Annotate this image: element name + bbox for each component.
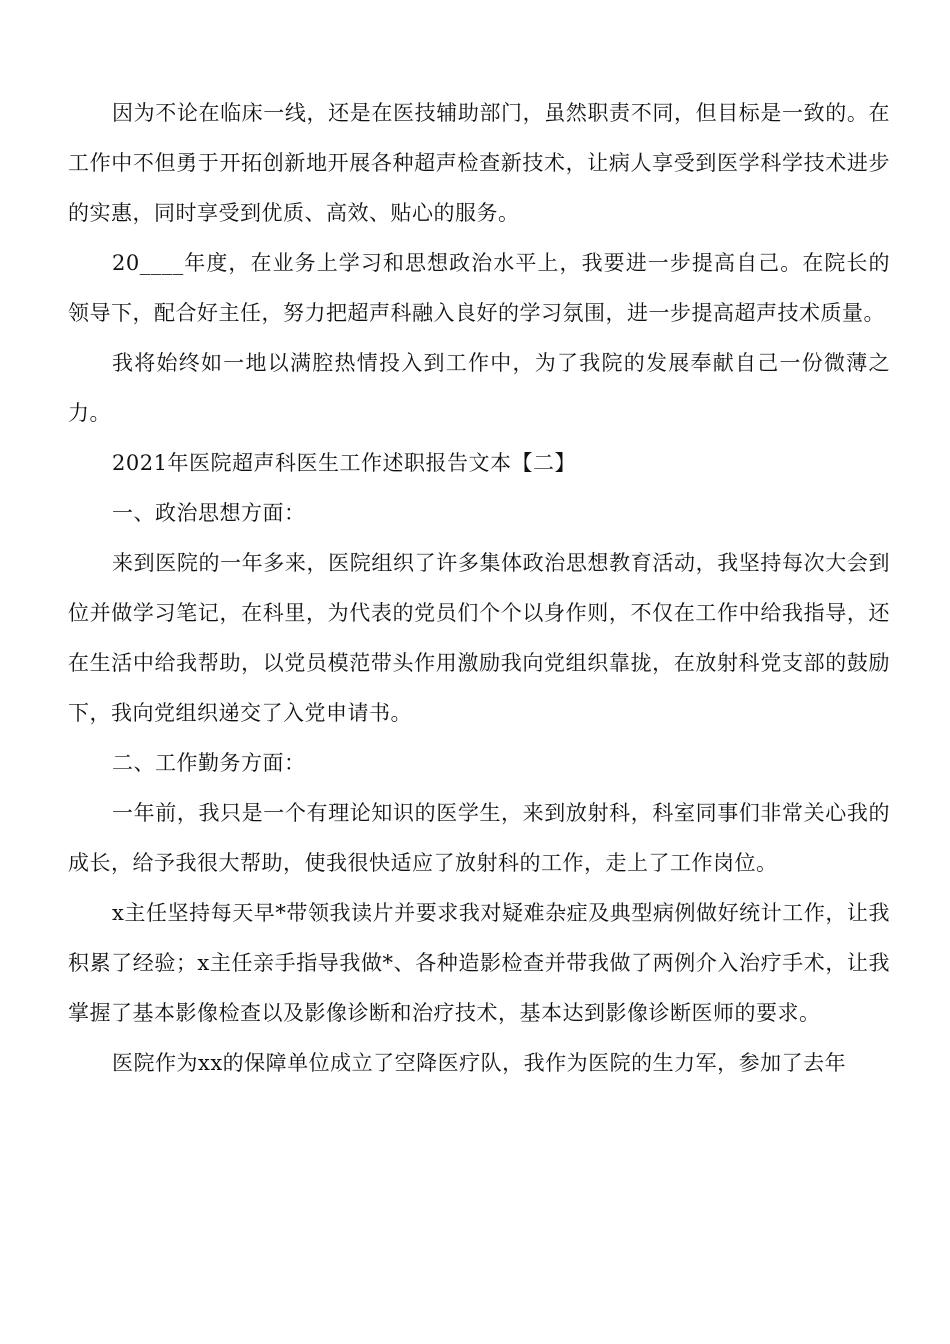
paragraph-1: 因为不论在临床一线，还是在医技辅助部门，虽然职责不同，但目标是一致的。在工作中不但勇于开拓创新地开展各种超声检查新技术，让病人享受到医学科学技术进步的实惠，同时享受到优质、高效、贴心的服务。: [68, 101, 890, 225]
subheading-political: 一、政治思想方面：: [112, 501, 306, 525]
paragraph-work-1: 一年前，我只是一个有理论知识的医学生，来到放射科，科室同事们非常关心我的成长，给予我很大帮助，使我很快适应了放射科的工作，走上了工作岗位。: [68, 801, 890, 875]
paragraph-political: 来到医院的一年多来，医院组织了许多集体政治思想教育活动，我坚持每次大会到位并做学习笔记，在科里，为代表的党员们个个以身作则，不仅在工作中给我指导，还在生活中给我帮助，以党员模范带头作用激励我向党组织靠拢，在放射科党支部的鼓励下，我向党组织递交了入党申请书。: [68, 551, 890, 725]
document-page: [68, 88, 890, 1088]
paragraph-work-3: 医院作为xx的保障单位成立了空降医疗队，我作为医院的生力军，参加了去年: [112, 1051, 847, 1075]
section-heading: 2021年医院超声科医生工作述职报告文本【二】: [112, 451, 576, 475]
subheading-work: 二、工作勤务方面：: [112, 751, 306, 775]
paragraph-work-2: x主任坚持每天早*带领我读片并要求我对疑难杂症及典型病例做好统计工作，让我积累了经验；x主任亲手指导我做*、各种造影检查并带我做了两例介入治疗手术，让我掌握了基本影像检查以及影像诊断和治疗技术，基本达到影像诊断医师的要求。: [68, 901, 890, 1025]
paragraph-3: 我将始终如一地以满腔热情投入到工作中，为了我院的发展奉献自己一份微薄之力。: [68, 351, 890, 425]
paragraph-2: 20____年度，在业务上学习和思想政治水平上，我要进一步提高自己。在院长的领导下，配合好主任，努力把超声科融入良好的学习氛围，进一步提高超声技术质量。: [68, 251, 890, 325]
